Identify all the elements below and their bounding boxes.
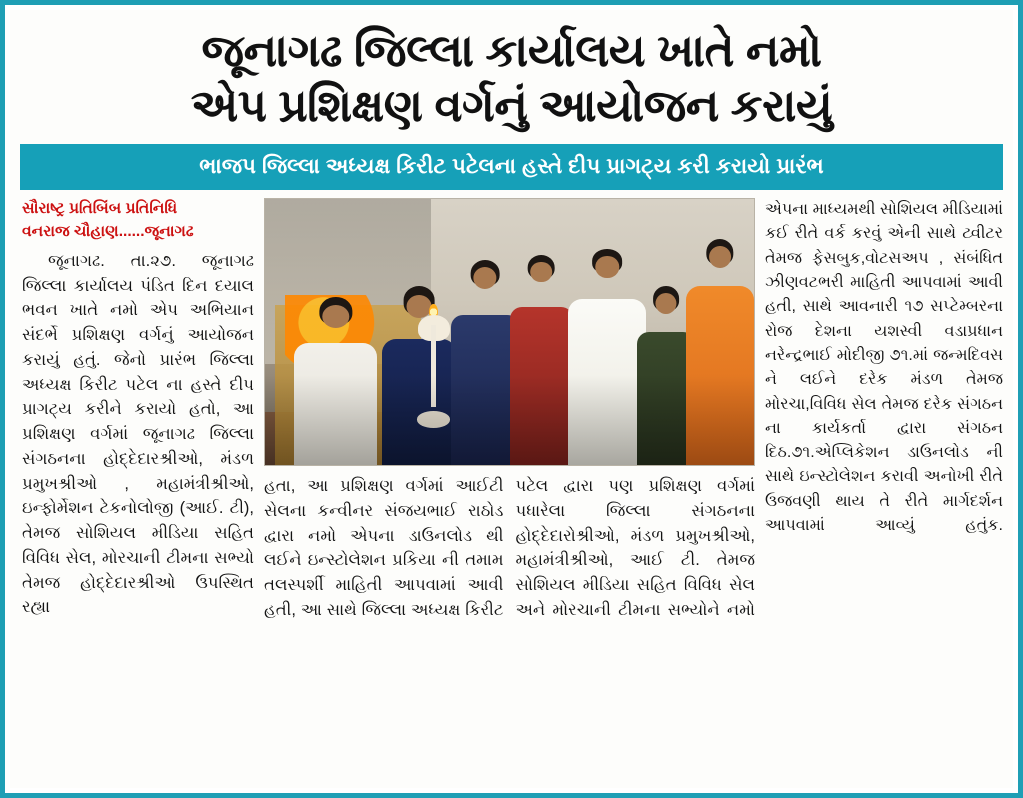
subheadline-band: ભાજપ જિલ્લા અધ્યક્ષ કિરીટ પટેલના હસ્તે દીપ પ્રાગટ્ય કરી કરાયો પ્રારંભ bbox=[20, 144, 1003, 190]
photo-person-6-head bbox=[655, 293, 676, 314]
under-photo-columns bbox=[264, 474, 755, 629]
photo-person-3-head bbox=[473, 267, 496, 289]
under-photo-paragraph-2: પટેલ દ્વારા પણ પ્રશિક્ષણ વર્ગમાં પધારેલા જિલ્લા સંગઠનના હોદ્દેદારોશ્રીઓ, મંડળ પ્રમુખશ્રીઓ, મહામંત્રીશ્રીઓ, આઈ ટી. તેમજ સોશિયલ મીડિયા સહિત વિવિધ સેલ અને મોરચાની ટીમના સભ્યોને નમો bbox=[515, 477, 755, 619]
photo-person-1-head bbox=[322, 305, 349, 328]
right-column bbox=[765, 198, 1003, 544]
under-photo-column-2 bbox=[516, 474, 756, 629]
right-paragraph-1: એપના માધ્યમથી સોશિયલ મીડિયામાં કઈ રીતે વર્ક કરવું એની સાથે ટ્વીટર તેમજ ફેસબુક,વોટસઅપ , સંબંધિત ઝીણવટભરી માહિતી આપવામાં આવી હતી, સાથે આવનારી ૧૭ સપ્ટેમ્બરના રોજ દેશના યશસ્વી વડાપ્રધાન નરેન્દ્રભાઈ મોદીજી ૭૧.માં જન્મદિવસ ને લઈને દરેક મંડળ તેમજ મોરચા,વિવિધ સેલ તેમજ દરેક સંગઠન ના કાર્યકર્તા દ્વારા સંગઠન દિઠ.૭૧.એપ્લિકેશન ડાઉનલોડ ની સાથે ઇન્સ્ટોલેશન કરાવી અનોખી રીતે ઉજવણી થાય તે રીતે માર્ગદર્શન આપવામાં આવ્યું હતુંક. bbox=[765, 201, 1003, 535]
photo-person-5-head bbox=[596, 256, 619, 277]
under-photo-paragraph-1: હતા, આ પ્રશિક્ષણ વર્ગમાં આઈટી સેલના કન્વીનર સંજયભાઈ રાઠોડ દ્વારા નમો એપના ડાઉનલોડ થી લઈને ઇન્સ્ટોલેશન પ્રકિયા ની તમામ તલસ્પર્શી માહિતી આપવામાં આવી હતી, આ સાથે જિલ્લા અધ્યક્ષ કિરીટ bbox=[264, 477, 504, 619]
clipping-inner bbox=[10, 10, 1013, 788]
left-paragraph-1: જૂનાગઢ. તા.૨૭. જૂનાગઢ જિલ્લા કાર્યાલય પંડિત દિન દયાલ ભવન ખાતે નમો એપ અભિયાન સંદર્ભે પ્રશિક્ષણ વર્ગનું આયોજન કરાયું હતું. જેનો પ્રારંભ જિલ્લા અધ્યક્ષ કિરીટ પટેલ ના હસ્તે દીપ પ્રાગટ્ય કરીને કરાયો હતો, આ પ્રશિક્ષણ વર્ગમાં જૂનાગઢ જિલ્લા સંગઠનના હોદ્દેદારશ્રીઓ, મંડળ પ્રમુખશ્રીઓ , મહામંત્રીશ્રીઓ, ઇન્ફોર્મેશન ટેકનોલોજી (આઈ. ટી), તેમજ સોશિયલ મીડિયા સહિત વિવિધ સેલ, મોરચાની ટીમના સભ્યો તેમજ હોદ્દેદારશ્રીઓ ઉપસ્થિત રહ્યા bbox=[22, 251, 254, 617]
left-column bbox=[22, 198, 254, 626]
article-photo bbox=[264, 198, 755, 466]
byline-line-2: વનરાજ ચૌહાણ......જૂનાગઢ bbox=[22, 222, 194, 240]
photo-person-7-head bbox=[709, 246, 731, 268]
middle-column bbox=[264, 198, 755, 629]
byline-line-1: સૌરાષ્ટ્ર પ્રતિબિંબ પ્રતિનિધિ bbox=[22, 200, 178, 218]
byline bbox=[22, 198, 254, 243]
article-body bbox=[10, 190, 1013, 629]
under-photo-column-1 bbox=[264, 474, 504, 629]
headline-line-1: જૂનાગઢ જિલ્લા કાર્યાલય ખાતે નમો bbox=[201, 25, 822, 76]
headline-line-2: એપ પ્રશિક્ષણ વર્ગનું આયોજન કરાયું bbox=[190, 79, 833, 131]
page-title bbox=[10, 10, 1013, 134]
photo-person-4-head bbox=[530, 262, 552, 283]
photo-vignette bbox=[265, 375, 754, 465]
